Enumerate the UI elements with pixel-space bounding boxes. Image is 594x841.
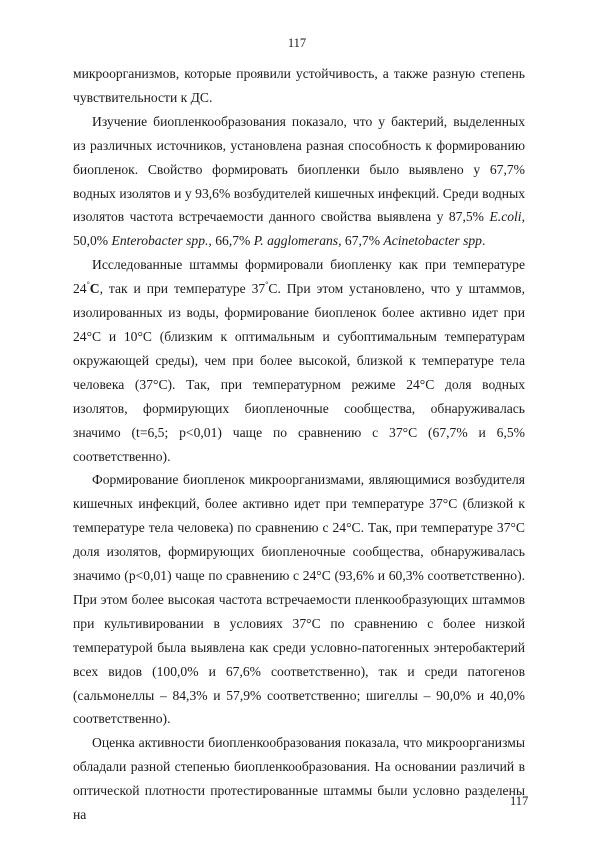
- italic-text: E.coli: [489, 209, 522, 225]
- degree-superscript: °: [265, 280, 269, 290]
- paragraph: [73, 468, 525, 731]
- text-run: Оценка активности биопленкообразования показала, что микроорганизмы обладали разной степенью биопленкообразования. На основании различий в оптической плотности протестированные штаммы были условно разделены на: [73, 735, 525, 823]
- bold-text: С: [89, 281, 100, 297]
- text-run: С. При этом установлено, что у штаммов, изолированных из воды, формирование биопленок более активно идет при 24°С и 10°С (близким к оптимальным и субоптимальным температурам окружающей среды), чем при более высокой, близкой к температуре тела человека (37°С). Так, при температурном режиме 24°С доля водных изолятов, формирующих биопленочные сообщества, обнаруживалась значимо (t=6,5; p<0,01) чаще по сравнению с 37°С (67,7% и 6,5% соответственно).: [73, 281, 525, 464]
- degree-superscript: °: [86, 280, 90, 290]
- text-run: , 50,0%: [73, 209, 525, 249]
- italic-text: Acinetobacter spp: [383, 233, 482, 249]
- text-run: , так и при температуре 37: [99, 281, 266, 297]
- text-run: 67,7%: [341, 233, 384, 249]
- paragraph: [73, 62, 525, 110]
- italic-text: Enterobacter spp.,: [111, 233, 212, 249]
- paragraph: [73, 731, 525, 827]
- page-number-bottom: 117: [510, 794, 529, 808]
- text-run: Изучение биопленкообразования показало, что у бактерий, выделенных из различных источников, установлена разная способность к формированию биопленок. Свойство формировать биопленки было выявлено у 67,7% водных изолятов и у 93,6% возбудителей кишечных инфекций. Среди водных изолятов частота встречаемости данного свойства выявлена у 87,5%: [73, 113, 525, 225]
- page-number-top: 117: [287, 36, 307, 50]
- text-run: 66,7%: [211, 233, 254, 249]
- text-run: микроорганизмов, которые проявили устойчивость, а также разную степень чувствительности к ДС.: [73, 66, 525, 105]
- text-run: .: [481, 233, 486, 249]
- italic-text: P. agglomerans,: [253, 233, 342, 249]
- paragraph: [73, 253, 525, 468]
- text-run: Исследованные штаммы формировали биопленку как при температуре 24: [73, 257, 525, 297]
- body-text: [73, 62, 525, 827]
- text-run: Формирование биопленок микроорганизмами, являющимися возбудителя кишечных инфекций, более активно идет при температуре 37°С (близкой к температуре тела человека) по сравнению с 24°С. Так, при температуре 37°С доля изолятов, формирующих биопленочные сообщества, обнаруживалась значимо (p<0,01) чаще по сравнению с 24°С (93,6% и 60,3% соответственно). При этом более высокая частота встречаемости пленкообразующих штаммов при культивировании в условиях 37°С по сравнению с более низкой температурой была выявлена как среди условно-патогенных энтеробактерий всех видов (100,0% и 67,6% соответственно), так и среди патогенов (сальмонеллы – 84,3% и 57,9% соответственно; шигеллы – 90,0% и 40,0% соответственно).: [73, 472, 525, 727]
- paragraph: [73, 110, 525, 253]
